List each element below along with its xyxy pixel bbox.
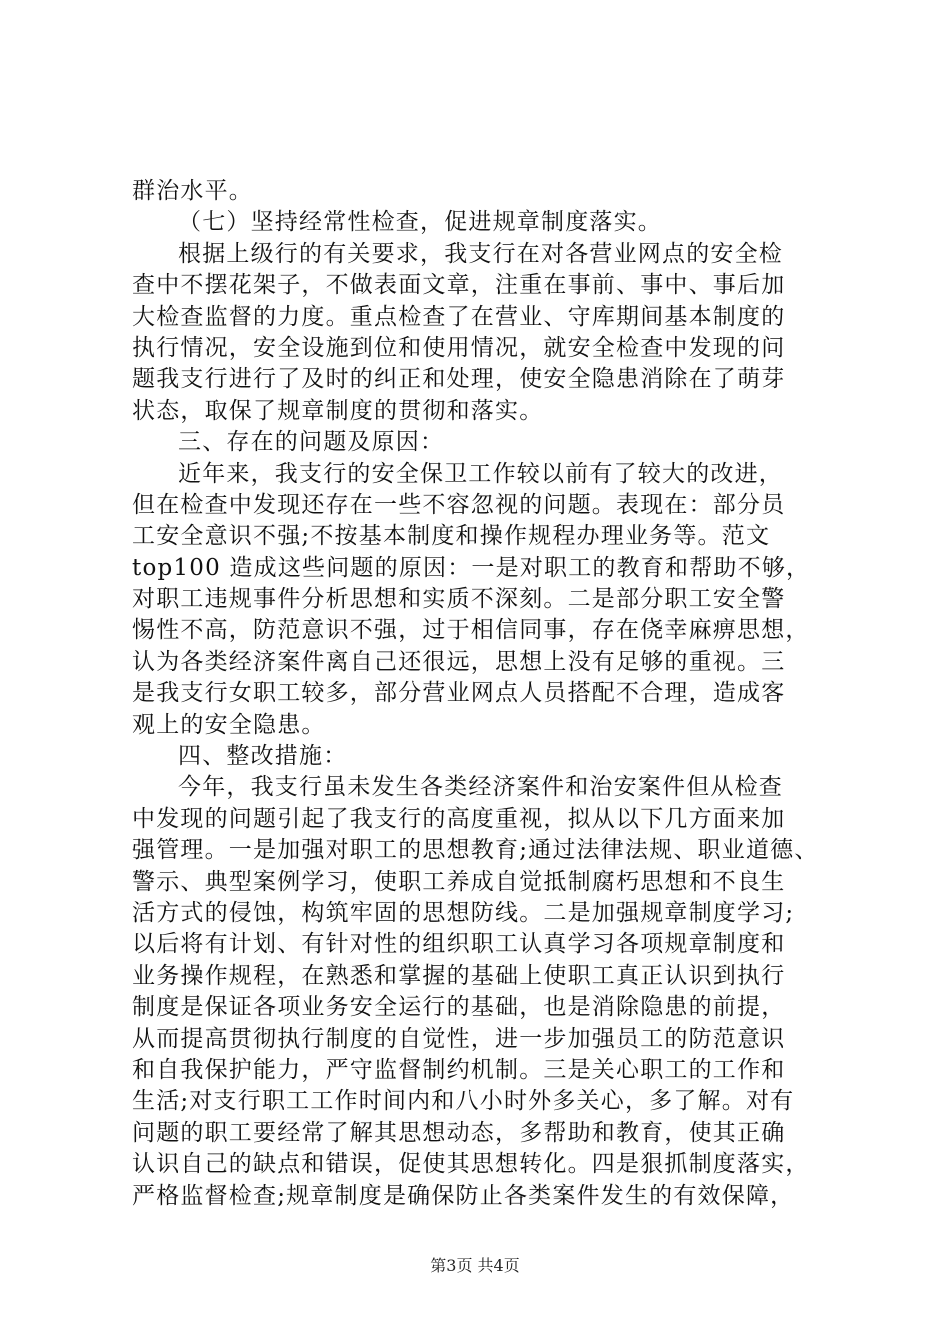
- document-body: [132, 176, 832, 1212]
- text-line: 惕性不高，防范意识不强，过于相信同事，存在侥幸麻痹思想，: [132, 617, 810, 644]
- text-line: 根据上级行的有关要求，我支行在对各营业网点的安全检: [178, 240, 783, 267]
- text-line: 问题的职工要经常了解其思想动态，多帮助和教育，使其正确: [132, 1119, 786, 1146]
- text-line: 查中不摆花架子，不做表面文章，注重在事前、事中、事后加: [132, 272, 786, 299]
- text-line: 工安全意识不强;不按基本制度和操作规程办理业务等。范文: [132, 523, 771, 550]
- text-line: 观上的安全隐患。: [132, 711, 326, 738]
- text-line: 业务操作规程，在熟悉和掌握的基础上使职工真正认识到执行: [132, 962, 786, 989]
- text-line: 四、整改措施：: [178, 743, 348, 770]
- text-line: 三、存在的问题及原因：: [178, 429, 445, 456]
- text-line: 从而提高贯彻执行制度的自觉性，进一步加强员工的防范意识: [132, 1025, 786, 1052]
- page-footer: 第3页 共4页: [430, 1256, 520, 1275]
- text-line: 对职工违规事件分析思想和实质不深刻。二是部分职工安全警: [132, 586, 786, 613]
- text-line: 状态，取保了规章制度的贯彻和落实。: [132, 397, 544, 424]
- text-line: 严格监督检查;规章制度是确保防止各类案件发生的有效保障，: [132, 1182, 795, 1209]
- text-line: 群治水平。: [132, 178, 253, 204]
- text-line: 警示、典型案例学习，使职工养成自觉抵制腐朽思想和不良生: [132, 868, 786, 895]
- text-line: 认为各类经济案件离自己还很远，思想上没有足够的重视。三: [132, 648, 786, 675]
- text-line: 题我支行进行了及时的纠正和处理，使安全隐患消除在了萌芽: [132, 366, 786, 393]
- text-line: 大检查监督的力度。重点检查了在营业、守库期间基本制度的: [132, 303, 786, 330]
- text-line: 强管理。一是加强对职工的思想教育;通过法律法规、职业道德、: [132, 837, 819, 864]
- text-line: 制度是保证各项业务安全运行的基础，也是消除隐患的前提，: [132, 994, 786, 1021]
- text-line: （七）坚持经常性检查，促进规章制度落实。: [178, 209, 662, 236]
- text-line: 活方式的侵蚀，构筑牢固的思想防线。二是加强规章制度学习;: [132, 899, 795, 926]
- text-line: 但在检查中发现还存在一些不容忽视的问题。表现在：部分员: [132, 491, 786, 518]
- text-line: 执行情况，安全设施到位和使用情况，就安全检查中发现的问: [132, 334, 786, 361]
- text-line: 今年，我支行虽未发生各类经济案件和治安案件但从检查: [178, 774, 783, 801]
- text-line: 是我支行女职工较多，部分营业网点人员搭配不合理，造成客: [132, 680, 786, 707]
- text-line: 中发现的问题引起了我支行的高度重视，拟从以下几方面来加: [132, 805, 786, 832]
- text-line: top100 造成这些问题的原因：一是对职工的教育和帮助不够，: [132, 554, 811, 581]
- text-line: 和自我保护能力，严守监督制约机制。三是关心职工的工作和: [132, 1056, 786, 1083]
- text-line: 生活;对支行职工工作时间内和八小时外多关心，多了解。对有: [132, 1088, 795, 1115]
- text-line: 近年来，我支行的安全保卫工作较以前有了较大的改进，: [178, 460, 783, 487]
- text-line: 以后将有计划、有针对性的组织职工认真学习各项规章制度和: [132, 931, 786, 958]
- text-line: 认识自己的缺点和错误，促使其思想转化。四是狠抓制度落实，: [132, 1151, 810, 1178]
